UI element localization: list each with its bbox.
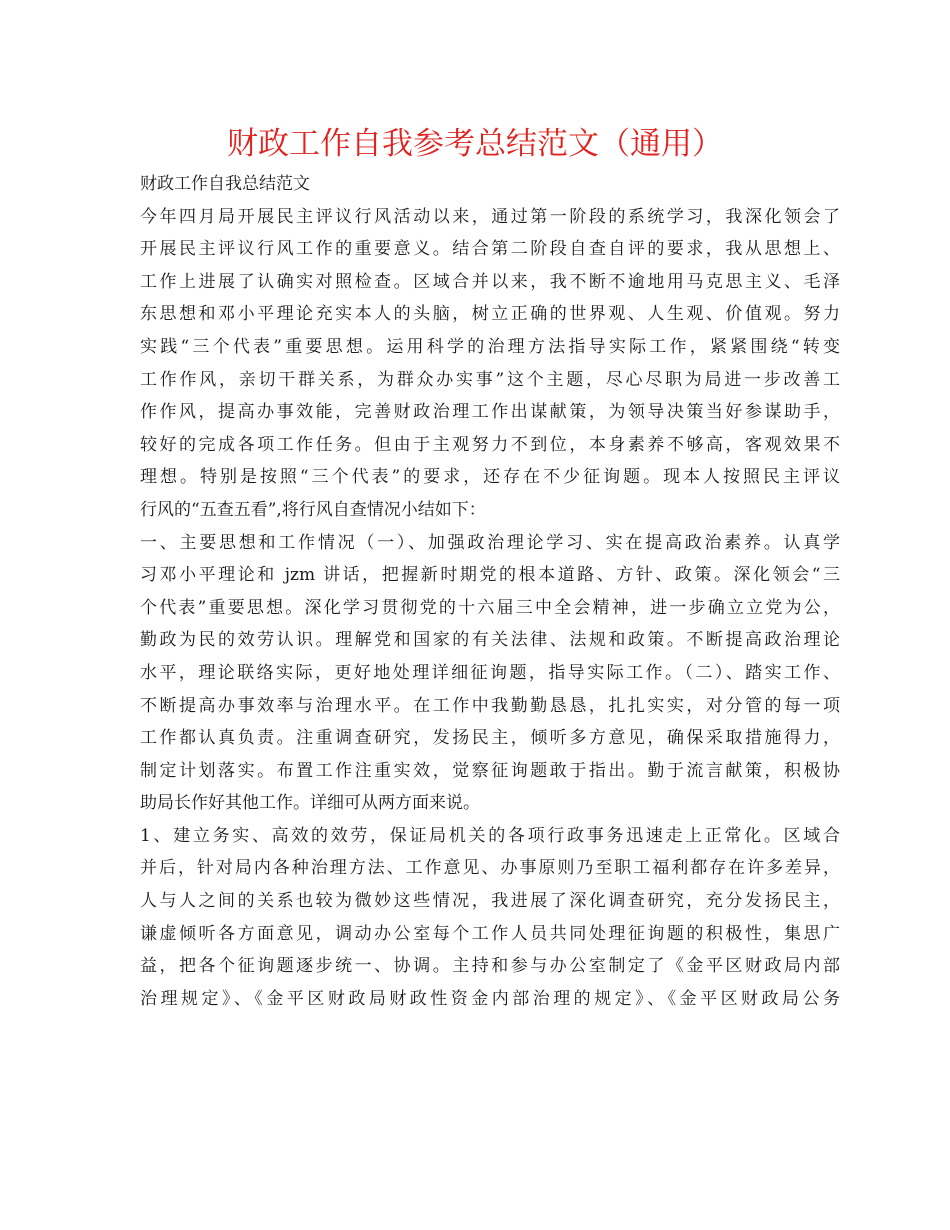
text-line: 1、建立务实、高效的效劳，保证局机关的各项行政事务迅速走上正常化。区域合 [140, 825, 840, 846]
text-line: 谦虚倾听各方面意见，调动办公室每个工作人员共同处理征询题的积极性，集思广 [140, 923, 840, 944]
text-line: 勤政为民的效劳认识。理解党和国家的有关法律、法规和政策。不断提高政治理论 [140, 630, 840, 651]
text-line: 财政工作自我总结范文 [140, 174, 310, 194]
text-line: 工作都认真负责。注重调查研究，发扬民主，倾听多方意见，确保采取措施得力， [140, 728, 840, 749]
text-line: 习邓小平理论和 jzm 讲话，把握新时期党的根本道路、方针、政策。深化领会“三 [140, 565, 840, 586]
text-line: 实践“三个代表”重要思想。运用科学的治理方法指导实际工作，紧紧围绕“转变 [140, 336, 840, 357]
text-line: 助局长作好其他工作。详细可从两方面来说。 [140, 793, 480, 814]
text-line: 开展民主评议行风工作的重要意义。结合第二阶段自查自评的要求，我从思想上、 [140, 239, 840, 260]
text-line: 工作上进展了认确实对照检查。区域合并以来，我不断不逾地用马克思主义、毛泽 [140, 271, 840, 292]
text-line: 今年四月局开展民主评议行风活动以来，通过第一阶段的系统学习，我深化领会了 [140, 206, 840, 227]
text-line: 人与人之间的关系也较为微妙这些情况，我进展了深化调查研究，充分发扬民主， [140, 891, 840, 912]
document-title: 财政工作自我参考总结范文（通用） [227, 126, 723, 162]
text-line: 较好的完成各项工作任务。但由于主观努力不到位，本身素养不够高，客观效果不 [140, 434, 840, 455]
text-line: 行风的“五查五看”,将行风自查情况小结如下： [140, 499, 486, 520]
text-line: 作作风，提高办事效能，完善财政治理工作出谋献策，为领导决策当好参谋助手， [140, 402, 840, 423]
text-line: 并后，针对局内各种治理方法、工作意见、办事原则乃至职工福利都存在许多差异， [140, 858, 840, 879]
document-body [140, 168, 840, 1015]
text-line: 水平，理论联络实际，更好地处理详细征询题，指导实际工作。（二）、踏实工作、 [140, 662, 840, 683]
text-line: 不断提高办事效率与治理水平。在工作中我勤勤恳恳，扎扎实实，对分管的每一项 [140, 695, 840, 716]
text-line: 制定计划落实。布置工作注重实效，觉察征询题敢于指出。勤于流言献策，积极协 [140, 760, 840, 781]
text-line: 东思想和邓小平理论充实本人的头脑，树立正确的世界观、人生观、价值观。努力 [140, 304, 840, 325]
text-line: 益，把各个征询题逐步统一、协调。主持和参与办公室制定了《金平区财政局内部 [140, 956, 840, 977]
text-line: 理想。特别是按照“三个代表”的要求，还存在不少征询题。现本人按照民主评议 [140, 467, 840, 488]
text-line: 一、主要思想和工作情况（一）、加强政治理论学习、实在提高政治素养。认真学 [140, 532, 840, 553]
text-line: 工作作风，亲切干群关系，为群众办实事”这个主题，尽心尽职为局进一步改善工 [140, 369, 840, 390]
text-line: 个代表”重要思想。深化学习贯彻党的十六届三中全会精神，进一步确立立党为公， [140, 597, 840, 618]
text-line: 治理规定》、《金平区财政局财政性资金内部治理的规定》、《金平区财政局公务 [140, 988, 840, 1009]
